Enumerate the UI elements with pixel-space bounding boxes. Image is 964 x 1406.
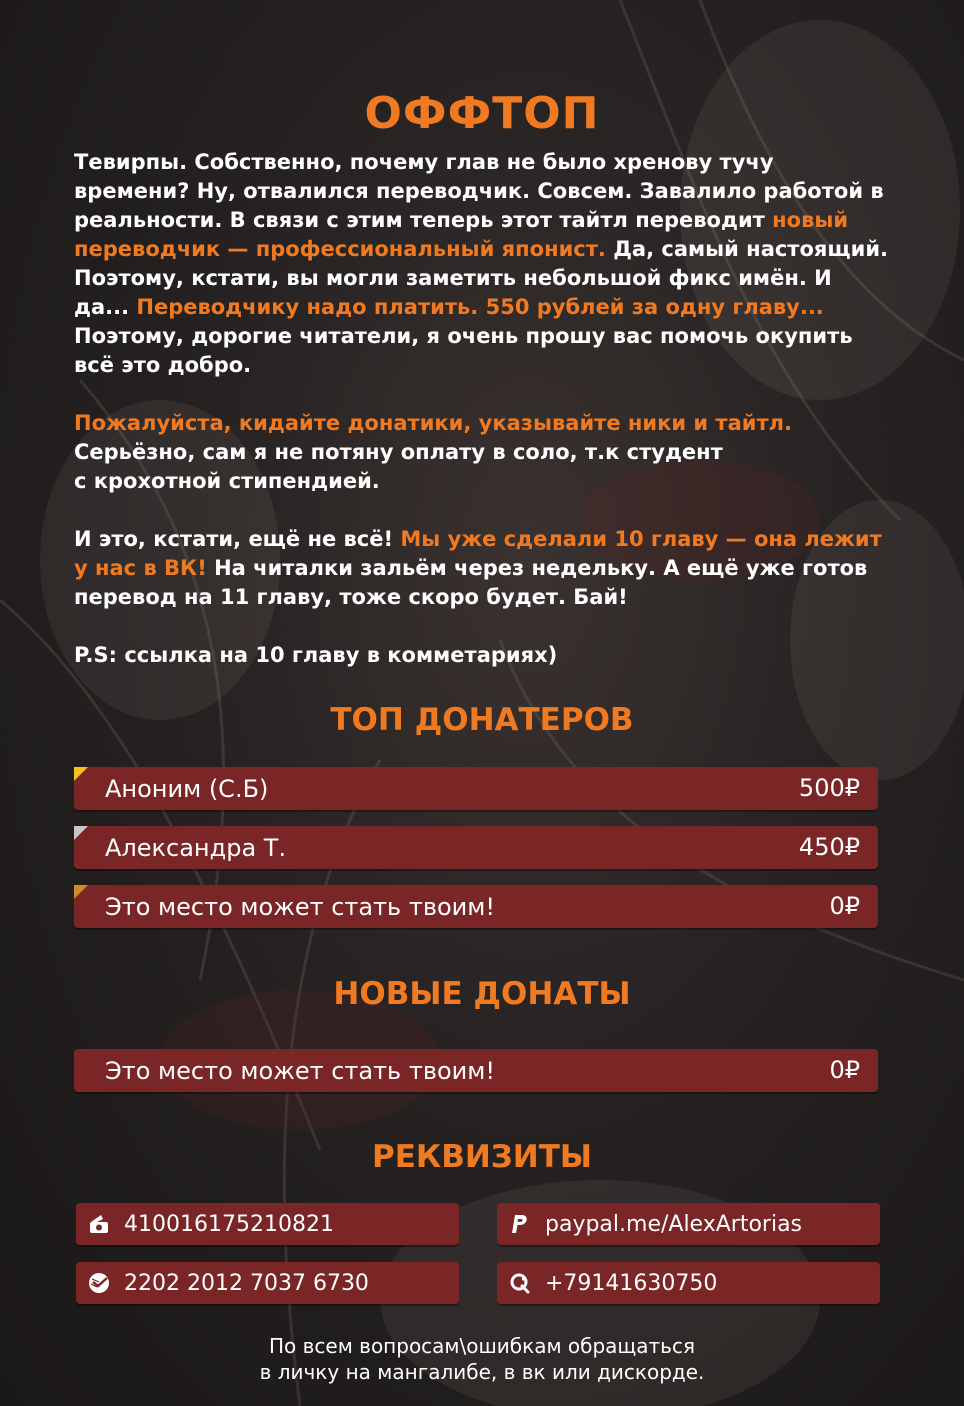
paragraph-3 — [74, 525, 894, 612]
requisite-yoomoney[interactable] — [76, 1203, 459, 1245]
new-donation-row — [74, 1049, 878, 1092]
contact-note-line-1: По всем вопросам\ошибкам обращаться — [268, 1334, 695, 1358]
p1-highlight-d: Переводчику надо платить. 550 рублей за одну главу... — [136, 295, 824, 319]
requisite-qiwi[interactable] — [497, 1262, 880, 1304]
top-donors-title: ТОП ДОНАТЕРОВ — [330, 702, 634, 738]
requisite-value: 410016175210821 — [124, 1212, 334, 1237]
p3-highlight-b: Мы уже сделали 10 главу — она лежит у нас в ВК! — [74, 527, 882, 580]
requisite-value: 2202 2012 7037 6730 — [124, 1271, 369, 1296]
paragraph-ps: P.S: ссылка на 10 главу в комметариях) — [74, 643, 558, 667]
sberbank-icon — [88, 1272, 110, 1294]
p1-text-e: Поэтому, дорогие читатели, я очень прошу вас помочь окупить всё это добро. — [74, 324, 853, 377]
p2-text-c: с крохотной стипендией. — [74, 469, 380, 493]
requisite-value: paypal.me/AlexArtorias — [545, 1212, 803, 1237]
contact-note — [0, 1333, 964, 1385]
bronze-medal-icon — [74, 885, 88, 899]
top-donor-row-2 — [74, 826, 878, 869]
new-donations-title: НОВЫЕ ДОНАТЫ — [333, 976, 631, 1012]
donor-name: Это место может стать твоим! — [105, 1057, 495, 1085]
silver-medal-icon — [74, 826, 88, 840]
donor-name: Аноним (С.Б) — [105, 775, 269, 803]
paragraph-1 — [74, 148, 894, 380]
contact-note-line-2: в личку на мангалибе, в вк или дискорде. — [259, 1360, 705, 1384]
donor-amount: 500₽ — [798, 774, 860, 802]
qiwi-icon — [509, 1272, 531, 1294]
donor-amount: 0₽ — [829, 1056, 860, 1084]
page-title: ОФФТОП — [364, 88, 600, 139]
p2-text-b: Серьёзно, сам я не потяну оплату в соло, т.к студент — [74, 440, 723, 464]
requisite-value: +79141630750 — [545, 1271, 718, 1296]
p1-text-c: Да, самый настоящий. Поэтому, кстати, вы могли заметить небольшой фикс имён. И да... — [74, 237, 889, 319]
announcement-text — [74, 148, 894, 670]
paragraph-2 — [74, 409, 894, 496]
requisite-sberbank[interactable] — [76, 1262, 459, 1304]
p3-text-c: На читалки зальём через недельку. А ещё уже готов перевод на 11 главу, тоже скоро будет. Бай! — [74, 556, 868, 609]
yoomoney-wallet-icon — [88, 1213, 110, 1235]
p1-text-a: Тевирпы. Собственно, почему глав не было хренову тучу времени? Ну, отвалился переводчик. Совсем. Завалило работой в реальности. В связи с этим теперь этот тайтл переводит — [74, 150, 884, 232]
p3-text-a: И это, кстати, ещё не всё! — [74, 527, 401, 551]
paypal-icon — [509, 1213, 531, 1235]
requisite-paypal[interactable] — [497, 1203, 880, 1245]
donor-amount: 450₽ — [798, 833, 860, 861]
gold-medal-icon — [74, 767, 88, 781]
top-donor-row-1 — [74, 767, 878, 810]
donor-name: Это место может стать твоим! — [105, 893, 495, 921]
requisites-title: РЕКВИЗИТЫ — [371, 1139, 593, 1175]
top-donor-row-3 — [74, 885, 878, 928]
donor-name: Александра Т. — [105, 834, 287, 862]
p1-highlight-b: новый переводчик — профессиональный японист. — [74, 208, 849, 261]
p2-highlight-a: Пожалуйста, кидайте донатики, указывайте ники и тайтл. — [74, 411, 792, 435]
donor-amount: 0₽ — [829, 892, 860, 920]
